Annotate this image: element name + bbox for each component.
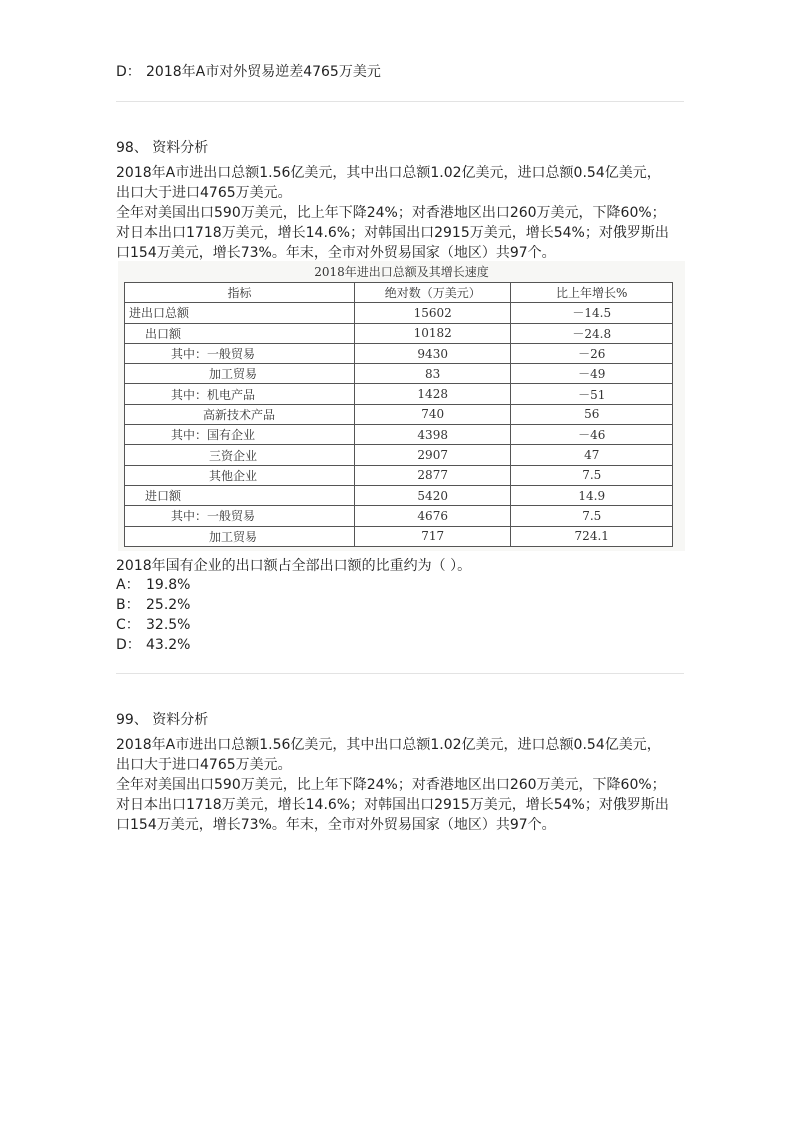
- option-label: B：: [116, 597, 140, 613]
- growth-cell: 724.1: [511, 526, 673, 546]
- growth-cell: 47: [511, 445, 673, 465]
- material-line: 对日本出口1718万美元，增长14.6%；对韩国出口2915万美元，增长54%；对俄罗斯出: [116, 797, 669, 813]
- growth-cell: 56: [511, 404, 673, 424]
- indicator-cell: 加工贸易: [125, 526, 355, 546]
- table-row: [125, 465, 673, 485]
- option-text: 43.2%: [146, 637, 191, 653]
- indicator-cell: 出口额: [125, 323, 355, 343]
- option-d[interactable]: [116, 635, 190, 655]
- header-cell: 比上年增长%: [511, 283, 673, 303]
- growth-cell: 14.9: [511, 485, 673, 505]
- growth-cell: 7.5: [511, 506, 673, 526]
- value-cell: 2877: [354, 465, 511, 485]
- divider: [116, 101, 684, 102]
- table-row: [125, 303, 673, 323]
- table-row: [125, 323, 673, 343]
- option-text: 19.8%: [146, 577, 191, 593]
- value-cell: 15602: [354, 303, 511, 323]
- value-cell: 740: [354, 404, 511, 424]
- material-line: 对日本出口1718万美元，增长14.6%；对韩国出口2915万美元，增长54%；对俄罗斯出: [116, 225, 669, 241]
- header-cell: 绝对数（万美元）: [354, 283, 511, 303]
- data-table: [124, 282, 673, 547]
- indicator-cell: 进口额: [125, 485, 355, 505]
- value-cell: 5420: [354, 485, 511, 505]
- indicator-cell: 其他企业: [125, 465, 355, 485]
- indicator-cell: 高新技术产品: [125, 404, 355, 424]
- table-row: [125, 425, 673, 445]
- header-cell: 指标: [125, 283, 355, 303]
- option-text: 32.5%: [146, 617, 191, 633]
- table-row: [125, 404, 673, 424]
- material-line: 口154万美元，增长73%。年末，全市对外贸易国家（地区）共97个。: [116, 245, 556, 261]
- table-row: [125, 485, 673, 505]
- table-header-row: [125, 283, 673, 303]
- table-row: [125, 343, 673, 363]
- material-line: 全年对美国出口590万美元，比上年下降24%；对香港地区出口260万美元，下降60%；: [116, 205, 666, 221]
- option-label: D：: [116, 64, 141, 80]
- indicator-cell: 加工贸易: [125, 364, 355, 384]
- table-row: [125, 506, 673, 526]
- material-line: 2018年A市进出口总额1.56亿美元，其中出口总额1.02亿美元，进口总额0.54亿美元，: [116, 737, 661, 753]
- growth-cell: －24.8: [511, 323, 673, 343]
- value-cell: 1428: [354, 384, 511, 404]
- table-row: [125, 445, 673, 465]
- question-98-header: 98、 资料分析: [116, 140, 209, 156]
- material-line: 2018年A市进出口总额1.56亿美元，其中出口总额1.02亿美元，进口总额0.54亿美元，: [116, 165, 661, 181]
- material-line: 出口大于进口4765万美元。: [116, 757, 292, 773]
- option-b[interactable]: [116, 595, 190, 615]
- indicator-cell: 其中：机电产品: [125, 384, 355, 404]
- indicator-cell: 其中：一般贸易: [125, 506, 355, 526]
- growth-cell: －49: [511, 364, 673, 384]
- value-cell: 2907: [354, 445, 511, 465]
- value-cell: 83: [354, 364, 511, 384]
- prev-option-d[interactable]: [116, 62, 381, 82]
- question-98-stem: 2018年国有企业的出口额占全部出口额的比重约为（ ）。: [116, 558, 472, 574]
- value-cell: 4676: [354, 506, 511, 526]
- table-image: [118, 261, 685, 551]
- growth-cell: 7.5: [511, 465, 673, 485]
- material-line: 口154万美元，增长73%。年末，全市对外贸易国家（地区）共97个。: [116, 817, 556, 833]
- growth-cell: －51: [511, 384, 673, 404]
- growth-cell: －46: [511, 425, 673, 445]
- option-a[interactable]: [116, 575, 190, 595]
- option-text: 2018年A市对外贸易逆差4765万美元: [146, 64, 381, 80]
- indicator-cell: 进出口总额: [125, 303, 355, 323]
- value-cell: 4398: [354, 425, 511, 445]
- indicator-cell: 其中：国有企业: [125, 425, 355, 445]
- option-label: A：: [116, 577, 140, 593]
- value-cell: 717: [354, 526, 511, 546]
- material-line: 出口大于进口4765万美元。: [116, 185, 292, 201]
- growth-cell: －26: [511, 343, 673, 363]
- option-label: D：: [116, 637, 141, 653]
- value-cell: 9430: [354, 343, 511, 363]
- material-line: 全年对美国出口590万美元，比上年下降24%；对香港地区出口260万美元，下降60%；: [116, 777, 666, 793]
- table-row: [125, 526, 673, 546]
- table-title: 2018年进出口总额及其增长速度: [314, 265, 489, 279]
- divider: [116, 673, 684, 674]
- option-label: C：: [116, 617, 140, 633]
- question-98-material: [116, 163, 686, 263]
- table-row: [125, 384, 673, 404]
- question-99-material: [116, 735, 686, 835]
- indicator-cell: 其中：一般贸易: [125, 343, 355, 363]
- option-c[interactable]: [116, 615, 190, 635]
- question-99-header: 99、 资料分析: [116, 712, 209, 728]
- indicator-cell: 三资企业: [125, 445, 355, 465]
- growth-cell: －14.5: [511, 303, 673, 323]
- option-text: 25.2%: [146, 597, 191, 613]
- table-row: [125, 364, 673, 384]
- value-cell: 10182: [354, 323, 511, 343]
